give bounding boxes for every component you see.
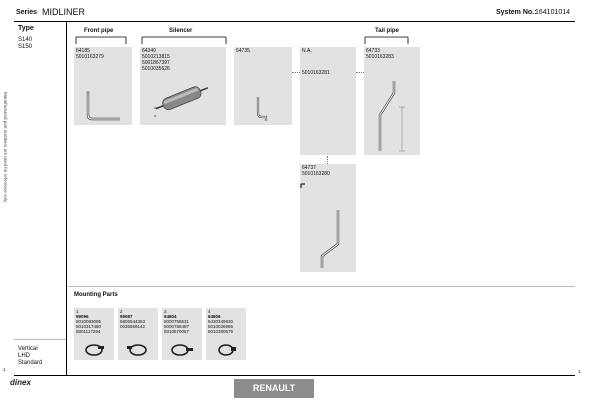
mounting-index: 3 (164, 309, 167, 314)
part-card-front-pipe[interactable] (74, 47, 132, 125)
mounting-ref: 5000758487 (164, 324, 190, 329)
mounting-code: 64804 (164, 314, 177, 319)
mounting-ref: 5000758531 (164, 319, 190, 324)
part-code: N.A. (302, 48, 312, 54)
mounting-ref: 0036669142 (120, 324, 146, 329)
part-code: 64737 (302, 165, 316, 171)
part-ref: 5010163283 (366, 54, 394, 60)
section-silencer: Silencer (169, 28, 193, 34)
mounting-ref: 5806544353 (120, 319, 146, 324)
mounting-index: 1 (76, 309, 79, 314)
config-orientation: Vertical (18, 346, 38, 352)
part-ref: 5001867397 (142, 60, 170, 66)
clamp-icon (118, 308, 158, 360)
section-front-pipe: Front pipe (84, 28, 114, 34)
na-link (327, 156, 328, 164)
front-pipe-drawing (74, 47, 132, 125)
part-ref: 5010035626 (142, 66, 170, 72)
tail-pipe-drawing (364, 47, 420, 155)
mounting-ref: 5010317480 (76, 324, 102, 329)
part-ref: 5010163280 (302, 171, 330, 177)
svg-text:Ø: Ø (154, 114, 157, 118)
mounting-index: 2 (120, 309, 123, 314)
mounting-ref: 5010036986 (208, 324, 234, 329)
part-card-tail-pipe[interactable] (364, 47, 420, 155)
dinex-logo-text: dinex (10, 378, 31, 387)
part-card-silencer[interactable] (140, 47, 226, 125)
part-code: 64733 (366, 48, 380, 54)
rotated-note: Manufactured part numbers are used for reference only (3, 92, 8, 203)
mounting-card-2[interactable] (118, 308, 158, 360)
section-mounting-parts: Mounting Parts (74, 292, 118, 298)
clamp-icon (206, 308, 246, 360)
page-number-left: 1 (3, 367, 6, 372)
mounting-ref: 5010083085 (76, 319, 102, 324)
mounting-ref: 5801117294 (76, 329, 101, 334)
part-ref: 5010163279 (76, 54, 104, 60)
mounting-code: 99096 (76, 314, 89, 319)
clamp-icon (74, 308, 114, 360)
mounting-card-3[interactable] (162, 308, 202, 360)
part-card-connector[interactable] (234, 47, 292, 125)
part-ref: 5010213815 (142, 54, 170, 60)
svg-text:Ø: Ø (154, 106, 157, 110)
tail-link (356, 72, 364, 73)
mounting-card-4[interactable] (206, 308, 246, 360)
brand-badge: RENAULT (234, 379, 314, 398)
mounting-ref: 5430349930 (208, 319, 234, 324)
clamp-icon (162, 308, 202, 360)
system-label: System No.: (496, 9, 537, 16)
part-ref: 5010163281 (302, 70, 330, 76)
type-label: Type (18, 25, 34, 32)
section-tail-pipe: Tail pipe (375, 28, 399, 34)
mounting-index: 4 (208, 309, 211, 314)
type-item: S150 (18, 44, 33, 50)
mounting-card-1[interactable] (74, 308, 114, 360)
mounting-code: 64806 (208, 314, 221, 319)
config-variant: Standard (18, 360, 43, 366)
system-value: 164101014 (535, 9, 571, 16)
part-code: 64340 (142, 48, 156, 54)
connector-pipe-drawing (234, 47, 292, 125)
part-code: 64735 (236, 48, 250, 54)
config-drive: LHD (18, 353, 31, 359)
series-value: MIDLINER (42, 7, 86, 17)
connector-link (292, 72, 300, 73)
part-card-na[interactable] (300, 47, 356, 155)
series-label: Series (16, 9, 38, 16)
dinex-logo (10, 378, 31, 387)
part-code: 64185 (76, 48, 90, 54)
mounting-code: 99087 (120, 314, 133, 319)
silencer-drawing (140, 47, 226, 125)
lower-pipe-drawing (300, 164, 356, 272)
type-item: S140 (18, 37, 33, 43)
page-number-right: 1 (578, 369, 581, 374)
part-card-lower-pipe[interactable] (300, 164, 356, 272)
mounting-ref: 5010380575 (208, 329, 234, 334)
mounting-ref: 5010570067 (164, 329, 190, 334)
